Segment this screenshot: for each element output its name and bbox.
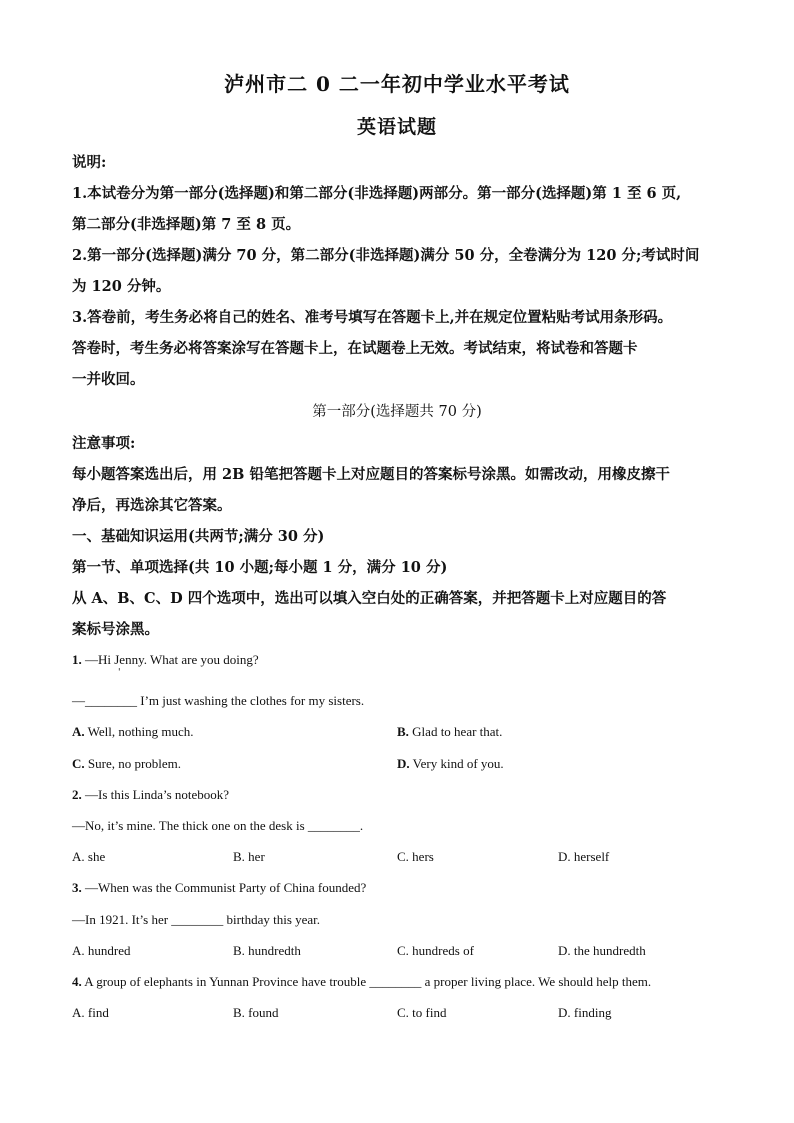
question-2-line-2: —No, it’s mine. The thick one on the desk is ________. [72, 818, 364, 833]
option-text: the hundredth [573, 943, 646, 958]
option-letter: C. [397, 849, 409, 864]
question-1-line-2: —________ I’m just washing the clothes for my sisters. [72, 693, 365, 708]
question-number: 3. [72, 880, 82, 895]
attention-line-2: 净后，再选涂其它答案。 [72, 497, 232, 514]
option-letter: A. [72, 724, 85, 739]
attention-heading: 注意事项: [72, 435, 136, 452]
question-3-option-d[interactable] [558, 943, 646, 959]
comma-mark: ' [118, 668, 121, 678]
option-letter: C. [397, 1005, 409, 1020]
question-number: 1. [72, 652, 82, 667]
note-3-line-3: 一并收回。 [72, 371, 145, 388]
question-text: —Is this Linda’s notebook? [85, 787, 230, 802]
option-text: hers [412, 849, 434, 864]
option-letter: A. [72, 849, 85, 864]
option-text: herself [573, 849, 610, 864]
question-text: —Hi Jenny. What are you doing? [85, 652, 259, 667]
option-text: hundred [87, 943, 131, 958]
question-4-line-1 [72, 974, 651, 990]
note-2-line-2: 为 120 分钟。 [72, 278, 171, 295]
option-letter: B. [233, 1005, 245, 1020]
question-3-line-1 [72, 880, 366, 896]
note-2-line-1: 2.第一部分(选择题)满分 70 分，第二部分(非选择题)满分 50 分，全卷满分为 120 分;考试时间 [72, 247, 700, 264]
question-3-option-a[interactable] [72, 943, 131, 959]
question-4-option-d[interactable] [558, 1005, 611, 1021]
question-2-option-b[interactable] [233, 849, 265, 865]
option-text: Glad to hear that. [412, 724, 503, 739]
option-text: her [248, 849, 265, 864]
note-1-line-2: 第二部分(非选择题)第 7 至 8 页。 [72, 216, 301, 233]
option-text: Very kind of you. [412, 756, 504, 771]
question-text: —When was the Communist Party of China founded? [85, 880, 367, 895]
question-4-option-c[interactable] [397, 1005, 446, 1021]
subsection-1-heading: 第一节、单项选择(共 10 小题;每小题 1 分，满分 10 分) [72, 559, 448, 576]
exam-title: 泸州市二 0 二一年初中学业水平考试 [224, 72, 570, 96]
question-4-option-b[interactable] [233, 1005, 279, 1021]
question-2-option-d[interactable] [558, 849, 609, 865]
question-1-option-b[interactable] [397, 724, 502, 740]
notes-heading: 说明: [72, 154, 107, 171]
option-text: find [87, 1005, 109, 1020]
question-3-option-b[interactable] [233, 943, 301, 959]
question-2-option-a[interactable] [72, 849, 105, 865]
option-text: Well, nothing much. [87, 724, 194, 739]
option-text: hundreds of [412, 943, 474, 958]
option-text: she [87, 849, 106, 864]
option-letter: A. [72, 943, 85, 958]
option-letter: D. [558, 943, 571, 958]
question-1-option-c[interactable] [72, 756, 181, 772]
question-1-line-1 [72, 652, 259, 668]
section-1-heading: 一、基础知识运用(共两节;满分 30 分) [72, 528, 325, 545]
option-text: Sure, no problem. [87, 756, 182, 771]
question-2-line-1 [72, 787, 229, 803]
instruction-line-2: 案标号涂黑。 [72, 621, 159, 638]
option-letter: B. [233, 849, 245, 864]
exam-subtitle: 英语试题 [356, 116, 437, 138]
option-text: hundredth [248, 943, 301, 958]
option-letter: D. [558, 1005, 571, 1020]
instruction-line-1: 从 A、B、C、D 四个选项中，选出可以填入空白处的正确答案，并把答题卡上对应题目的答 [72, 590, 667, 607]
option-letter: D. [558, 849, 571, 864]
note-3-line-1: 3.答卷前，考生务必将自己的姓名、准考号填写在答题卡上,并在规定位置粘贴考试用条形码。 [72, 309, 673, 326]
question-3-line-2: —In 1921. It’s her ________ birthday this year. [72, 912, 321, 927]
option-letter: B. [397, 724, 409, 739]
question-3-option-c[interactable] [397, 943, 474, 959]
question-number: 4. [72, 974, 82, 989]
option-letter: C. [72, 756, 85, 771]
option-text: finding [573, 1005, 612, 1020]
question-1-option-d[interactable] [397, 756, 504, 772]
question-2-option-c[interactable] [397, 849, 434, 865]
option-letter: A. [72, 1005, 85, 1020]
option-letter: C. [397, 943, 409, 958]
question-number: 2. [72, 787, 82, 802]
option-letter: D. [397, 756, 410, 771]
question-1-option-a[interactable] [72, 724, 193, 740]
note-3-line-2: 答卷时，考生务必将答案涂写在答题卡上，在试题卷上无效。考试结束，将试卷和答题卡 [72, 340, 638, 357]
question-text: A group of elephants in Yunnan Province have trouble ________ a proper living place. We should help them. [84, 974, 652, 989]
option-letter: B. [233, 943, 245, 958]
question-4-option-a[interactable] [72, 1005, 109, 1021]
note-1-line-1: 1.本试卷分为第一部分(选择题)和第二部分(非选择题)两部分。第一部分(选择题)第 1 至 6 页, [72, 185, 682, 202]
part-1-heading: 第一部分(选择题共 70 分) [312, 404, 482, 420]
option-text: to find [412, 1005, 447, 1020]
attention-line-1: 每小题答案选出后，用 2B 铅笔把答题卡上对应题目的答案标号涂黑。如需改动，用橡皮擦干 [72, 466, 670, 483]
option-text: found [248, 1005, 279, 1020]
